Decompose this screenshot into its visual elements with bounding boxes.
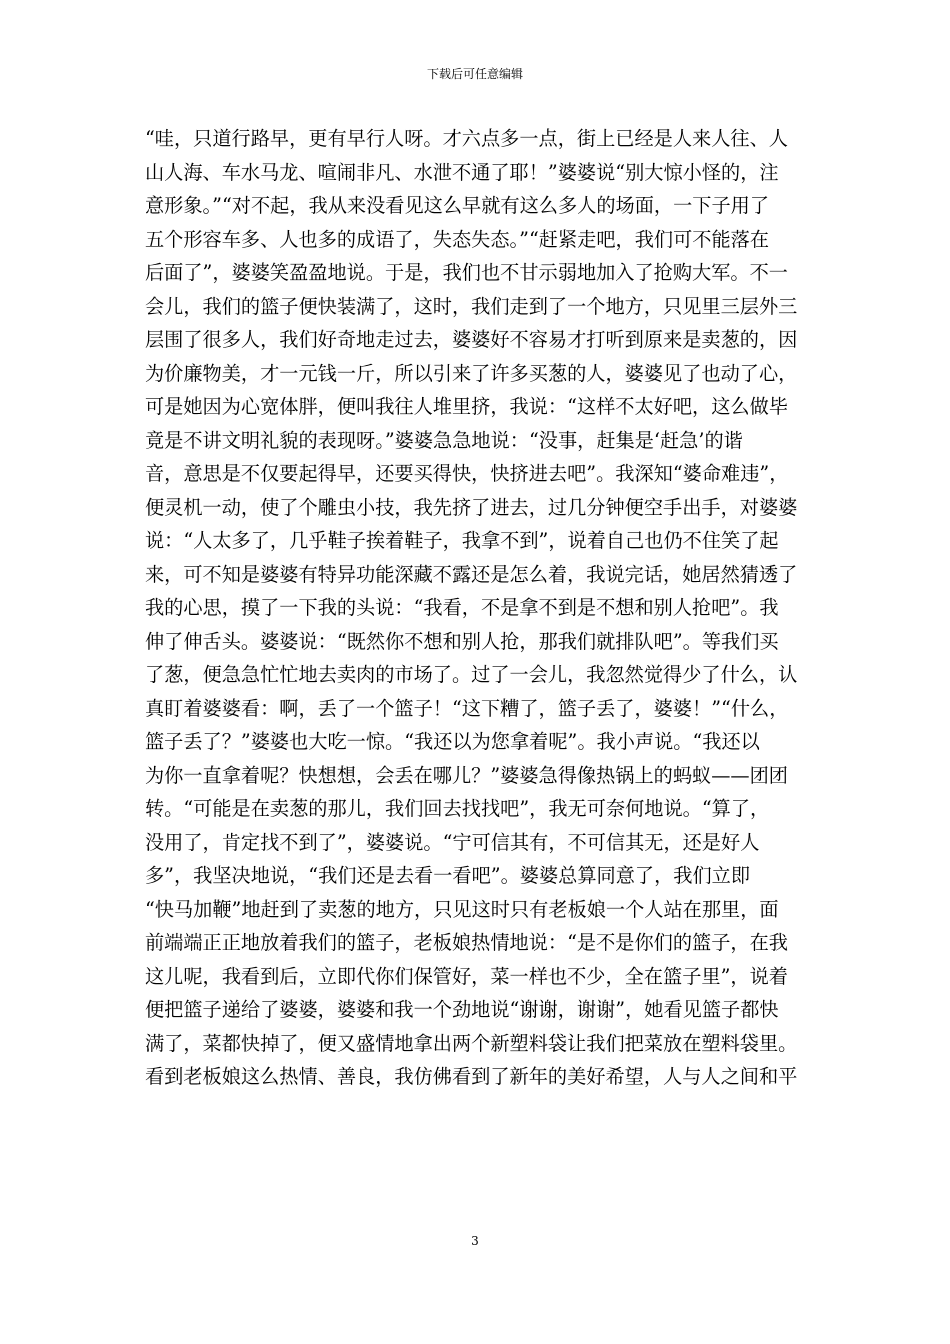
text-line: 我的心思，摸了一下我的头说：“我看，不是拿不到是不想和别人抢吧”。我 xyxy=(145,596,779,619)
text-line: 便灵机一动，使了个雕虫小技，我先挤了进去，过几分钟便空手出手，对婆婆 xyxy=(145,495,798,519)
text-line: 了葱，便急急忙忙地去卖肉的市场了。过了一会儿，我忽然觉得少了什么，认 xyxy=(145,663,798,686)
text-line: 竟是不讲文明礼貌的表现呀。”婆婆急急地说：“没事，赶集是‘赶急’的谐 xyxy=(145,428,743,452)
text-line: 会儿，我们的篮子便快装满了，这时，我们走到了一个地方，只见里三层外三 xyxy=(145,294,798,318)
text-line: 山人海、车水马龙、喧闹非凡、水泄不通了耶！”婆婆说“别大惊小怪的，注 xyxy=(145,160,779,184)
text-line: 为价廉物美，才一元钱一斤，所以引来了许多买葱的人，婆婆见了也动了心， xyxy=(145,361,798,385)
text-line: 转。“可能是在卖葱的那儿，我们回去找找吧”，我无可奈何地说。“算了， xyxy=(145,797,770,820)
text-line: 伸了伸舌头。婆婆说：“既然你不想和别人抢，那我们就排队吧”。等我们买 xyxy=(145,629,779,653)
page-number: 3 xyxy=(471,1234,479,1248)
text-line: 说：“人太多了，几乎鞋子挨着鞋子，我拿不到”，说着自己也仍不住笑了起 xyxy=(145,529,779,552)
text-line: 便把篮子递给了婆婆，婆婆和我一个劲地说“谢谢，谢谢”，她看见篮子都快 xyxy=(145,998,779,1021)
text-line: “哇，只道行路早，更有早行人呀。才六点多一点，街上已经是人来人往、人 xyxy=(145,127,788,150)
text-line: 真盯着婆婆看：啊，丢了一个篮子！“这下糟了，篮子丢了，婆婆！”“什么， xyxy=(145,696,789,720)
text-line: 后面了”，婆婆笑盈盈地说。于是，我们也不甘示弱地加入了抢购大军。不一 xyxy=(145,261,788,284)
text-line: 五个形容车多、人也多的成语了，失态失态。”“赶紧走吧，我们可不能落在 xyxy=(145,227,770,251)
text-line: 没用了，肯定找不到了”，婆婆说。“宁可信其有，不可信其无，还是好人 xyxy=(145,830,760,854)
text-line: 这儿呢，我看到后，立即代你们保管好，菜一样也不少，全在篮子里”，说着 xyxy=(145,964,788,988)
page-header: 下载后可任意编辑 xyxy=(426,67,523,81)
text-line: 层围了很多人，我们好奇地走过去，婆婆好不容易才打听到原来是卖葱的，因 xyxy=(145,328,798,351)
text-line: 满了，菜都快掉了，便又盛情地拿出两个新塑料袋让我们把菜放在塑料袋里。 xyxy=(145,1031,798,1055)
text-line: 为你一直拿着呢？快想想，会丢在哪儿？”婆婆急得像热锅上的蚂蚁——团团 xyxy=(145,763,788,787)
text-line: 看到老板娘这么热情、善良，我仿佛看到了新年的美好希望，人与人之间和平 xyxy=(145,1065,798,1088)
text-line: 音，意思是不仅要起得早，还要买得快，快挤进去吧”。我深知“婆命难违”， xyxy=(145,462,789,485)
text-line: 来，可不知是婆婆有特异功能深藏不露还是怎么着，我说完话，她居然猜透了 xyxy=(145,562,798,586)
body-text xyxy=(145,122,810,1094)
text-line: 意形象。”“对不起，我从来没看见这么早就有这么多人的场面，一下子用了 xyxy=(145,194,770,217)
text-line: 可是她因为心宽体胖，便叫我往人堆里挤，我说：“这样不太好吧，这么做毕 xyxy=(145,395,788,418)
text-line: 多”，我坚决地说，“我们还是去看一看吧”。婆婆总算同意了，我们立即 xyxy=(145,864,751,887)
text-line: “快马加鞭”地赶到了卖葱的地方，只见这时只有老板娘一个人站在那里，面 xyxy=(145,897,779,921)
text-line: 前端端正正地放着我们的篮子，老板娘热情地说：“是不是你们的篮子，在我 xyxy=(145,931,788,954)
text-line: 篮子丢了？”婆婆也大吃一惊。“我还以为您拿着呢”。我小声说。“我还以 xyxy=(145,730,760,753)
